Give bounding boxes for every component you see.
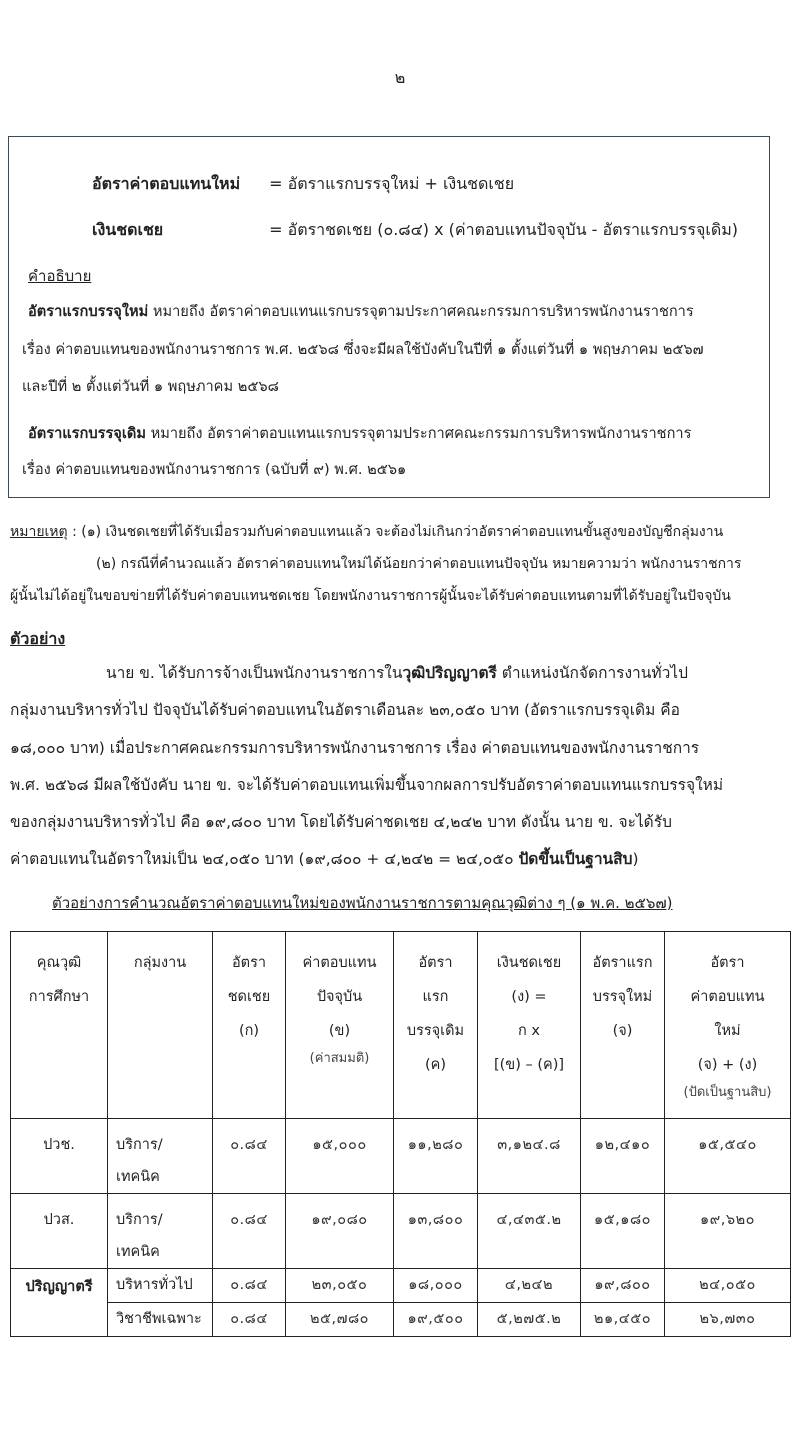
remark-line-1 bbox=[10, 522, 723, 542]
table-header-row bbox=[11, 932, 791, 1119]
example-line-1 bbox=[106, 663, 688, 683]
definition-old-start-line-1 bbox=[28, 424, 691, 444]
header-text: บรรจุเดิม bbox=[406, 1023, 465, 1039]
header-new-rate bbox=[665, 932, 791, 1119]
example-text: ค่าตอบแทนในอัตราใหม่เป็น ๒๔,๐๕๐ บาท (๑๙,๘๐๐ + ๔,๒๔๒ = ๒๔,๐๕๐ bbox=[10, 850, 519, 868]
remark-line-2: (๒) กรณีที่คำนวณแล้ว อัตราค่าตอบแทนใหม่ได้น้อยกว่าค่าตอบแทนปัจจุบัน หมายความว่า พนักงานราชการ bbox=[96, 556, 742, 572]
header-text: กลุ่มงาน bbox=[133, 955, 187, 971]
header-text: คุณวุฒิ bbox=[36, 955, 82, 971]
cell-qualification: ปริญญาตรี bbox=[11, 1269, 108, 1337]
header-text: ชดเชย bbox=[227, 989, 271, 1005]
definition-old-start-line-2: เรื่อง ค่าตอบแทนของพนักงานราชการ (ฉบับที่ ๙) พ.ศ. ๒๕๖๑ bbox=[22, 461, 407, 478]
cell-new-rate: ๒๖,๗๓๐ bbox=[665, 1303, 791, 1337]
header-text: (ข) bbox=[328, 1023, 351, 1039]
cell-job-group bbox=[108, 1119, 213, 1194]
header-text: (ค) bbox=[424, 1057, 446, 1073]
formula-term: เงินชดเชย bbox=[92, 220, 164, 239]
cell-current: ๒๓,๐๕๐ bbox=[286, 1269, 394, 1303]
example-line-2: กลุ่มงานบริหารทั่วไป ปัจจุบันได้รับค่าตอบแทนในอัตราเดือนละ ๒๓,๐๕๐ บาท (อัตราแรกบรรจุเดิม คือ bbox=[10, 701, 680, 719]
header-text: ปัจจุบัน bbox=[316, 989, 363, 1005]
page-number: ๒ bbox=[394, 68, 406, 87]
cell-compensation: ๓,๑๒๔.๘ bbox=[478, 1119, 581, 1194]
cell-compensation: ๔,๔๓๕.๒ bbox=[478, 1194, 581, 1269]
cell-current: ๑๙,๐๘๐ bbox=[286, 1194, 394, 1269]
cell-text: เทคนิค bbox=[116, 1169, 160, 1185]
explanation-heading: คำอธิบาย bbox=[28, 267, 92, 285]
header-text: ค่าตอบแทน bbox=[690, 989, 765, 1005]
cell-compensation: ๔,๒๔๒ bbox=[478, 1269, 581, 1303]
definition-new-start-line-1 bbox=[28, 302, 694, 322]
cell-job-group: วิชาชีพเฉพาะ bbox=[108, 1303, 213, 1337]
cell-old-start: ๑๙,๕๐๐ bbox=[394, 1303, 478, 1337]
header-text: (จ) bbox=[612, 1023, 633, 1039]
cell-text: บริการ/ bbox=[116, 1137, 163, 1153]
header-text: ก x bbox=[518, 1023, 540, 1039]
calculation-table bbox=[10, 931, 791, 1337]
header-text: ค่าตอบแทน bbox=[302, 955, 377, 971]
formula-term: อัตราค่าตอบแทนใหม่ bbox=[92, 174, 241, 193]
cell-new-start: ๒๑,๔๕๐ bbox=[581, 1303, 665, 1337]
header-subtext: (ค่าสมมติ) bbox=[309, 1051, 370, 1066]
example-heading: ตัวอย่าง bbox=[10, 629, 66, 648]
header-text: อัตราแรก bbox=[592, 955, 653, 971]
cell-new-start: ๑๕,๑๘๐ bbox=[581, 1194, 665, 1269]
header-text: บรรจุใหม่ bbox=[592, 989, 653, 1005]
header-old-start-rate bbox=[394, 932, 478, 1119]
formula-compensation bbox=[92, 220, 738, 240]
example-bold-rounding: ปัดขึ้นเป็นฐานสิบ bbox=[518, 850, 633, 868]
header-compensation-amount bbox=[478, 932, 581, 1119]
cell-rate: ๐.๘๔ bbox=[213, 1194, 286, 1269]
cell-new-rate: ๑๕,๕๔๐ bbox=[665, 1119, 791, 1194]
cell-old-start: ๑๓,๘๐๐ bbox=[394, 1194, 478, 1269]
cell-new-start: ๑๒,๔๑๐ bbox=[581, 1119, 665, 1194]
header-compensation-rate bbox=[213, 932, 286, 1119]
remark-label: หมายเหตุ bbox=[10, 524, 68, 540]
header-new-start-rate bbox=[581, 932, 665, 1119]
definition-new-start-line-2: เรื่อง ค่าตอบแทนของพนักงานราชการ พ.ศ. ๒๕๖๘ ซึ่งจะมีผลใช้บังคับในปีที่ ๑ ตั้งแต่วันที่ ๑ พฤษภาคม ๒๕๖๗ bbox=[22, 341, 704, 358]
cell-new-start: ๑๙,๘๐๐ bbox=[581, 1269, 665, 1303]
header-text: การศึกษา bbox=[28, 989, 90, 1005]
header-text: ใหม่ bbox=[714, 1023, 741, 1039]
cell-old-start: ๑๘,๐๐๐ bbox=[394, 1269, 478, 1303]
header-qualification bbox=[11, 932, 108, 1119]
example-line-3: ๑๘,๐๐๐ บาท) เมื่อประกาศคณะกรรมการบริหารพนักงานราชการ เรื่อง ค่าตอบแทนของพนักงานราชการ bbox=[10, 739, 700, 757]
term-new-start: อัตราแรกบรรจุใหม่ bbox=[28, 303, 149, 320]
header-text: [(ข) – (ค)] bbox=[493, 1057, 565, 1073]
cell-qualification: ปวส. bbox=[11, 1194, 108, 1269]
term-old-start: อัตราแรกบรรจุเดิม bbox=[28, 425, 146, 442]
remark-text: : (๑) เงินชดเชยที่ได้รับเมื่อรวมกับค่าตอบแทนแล้ว จะต้องไม่เกินกว่าอัตราค่าตอบแทนขั้นสูงของบัญชีกลุ่มงาน bbox=[67, 524, 724, 540]
example-text: นาย ข. ได้รับการจ้างเป็นพนักงานราชการใน bbox=[106, 664, 403, 682]
example-bold-qualification: วุฒิปริญญาตรี bbox=[402, 664, 497, 682]
header-text: อัตรา bbox=[710, 955, 745, 971]
example-text: ตำแหน่งนักจัดการงานทั่วไป bbox=[496, 664, 688, 682]
table-title: ตัวอย่างการคำนวณอัตราค่าตอบแทนใหม่ของพนักงานราชการตามคุณวุฒิต่าง ๆ (๑ พ.ค. ๒๕๖๗) bbox=[52, 894, 673, 912]
header-job-group bbox=[108, 932, 213, 1119]
header-text: อัตรา bbox=[231, 955, 267, 971]
cell-job-group bbox=[108, 1194, 213, 1269]
example-text: ) bbox=[632, 850, 639, 868]
header-text: (ก) bbox=[238, 1023, 260, 1039]
cell-current: ๑๕,๐๐๐ bbox=[286, 1119, 394, 1194]
header-text: เงินชดเชย bbox=[496, 955, 562, 971]
header-current-pay bbox=[286, 932, 394, 1119]
cell-text: บริการ/ bbox=[116, 1212, 163, 1228]
example-line-5: ของกลุ่มงานบริหารทั่วไป คือ ๑๙,๘๐๐ บาท โดยได้รับค่าชดเชย ๔,๒๔๒ บาท ดังนั้น นาย ข. จะได้รับ bbox=[10, 813, 672, 831]
definition-text: หมายถึง อัตราค่าตอบแทนแรกบรรจุตามประกาศคณะกรรมการบริหารพนักงานราชการ bbox=[148, 303, 694, 320]
cell-rate: ๐.๘๔ bbox=[213, 1269, 286, 1303]
definition-new-start-line-3: และปีที่ ๒ ตั้งแต่วันที่ ๑ พฤษภาคม ๒๕๖๘ bbox=[22, 378, 279, 395]
header-text: อัตรา bbox=[418, 955, 453, 971]
cell-job-group: บริหารทั่วไป bbox=[108, 1269, 213, 1303]
example-line-4: พ.ศ. ๒๕๖๘ มีผลใช้บังคับ นาย ข. จะได้รับค่าตอบแทนเพิ่มขึ้นจากผลการปรับอัตราค่าตอบแทนแรกบรรจุใหม่ bbox=[10, 776, 724, 794]
header-subtext: (ปัดเป็นฐานสิบ) bbox=[683, 1085, 772, 1100]
formula-new-rate bbox=[92, 174, 514, 194]
header-text: แรก bbox=[422, 989, 449, 1005]
definition-text: หมายถึง อัตราค่าตอบแทนแรกบรรจุตามประกาศคณะกรรมการบริหารพนักงานราชการ bbox=[145, 425, 692, 442]
example-line-6 bbox=[10, 849, 639, 869]
cell-current: ๒๕,๗๘๐ bbox=[286, 1303, 394, 1337]
cell-compensation: ๕,๒๗๕.๒ bbox=[478, 1303, 581, 1337]
formula-expression: = อัตราชดเชย (๐.๘๔) x (ค่าตอบแทนปัจจุบัน - อัตราแรกบรรจุเดิม) bbox=[269, 220, 738, 239]
header-text: (จ) + (ง) bbox=[697, 1057, 758, 1073]
cell-rate: ๐.๘๔ bbox=[213, 1303, 286, 1337]
cell-new-rate: ๒๔,๐๕๐ bbox=[665, 1269, 791, 1303]
header-text: (ง) = bbox=[511, 989, 547, 1005]
table-row bbox=[11, 1303, 791, 1337]
table-row bbox=[11, 1194, 791, 1269]
table-row bbox=[11, 1119, 791, 1194]
cell-new-rate: ๑๙,๖๒๐ bbox=[665, 1194, 791, 1269]
table-row bbox=[11, 1269, 791, 1303]
cell-qualification: ปวช. bbox=[11, 1119, 108, 1194]
remark-line-3: ผู้นั้นไม่ได้อยู่ในขอบข่ายที่ได้รับค่าตอบแทนชดเชย โดยพนักงานราชการผู้นั้นจะได้รับค่าตอบแทนตามที่ได้รับอยู่ในปัจจุบัน bbox=[10, 588, 731, 604]
cell-rate: ๐.๘๔ bbox=[213, 1119, 286, 1194]
cell-old-start: ๑๑,๒๘๐ bbox=[394, 1119, 478, 1194]
formula-expression: = อัตราแรกบรรจุใหม่ + เงินชดเชย bbox=[269, 174, 515, 193]
cell-text: เทคนิค bbox=[116, 1244, 160, 1260]
